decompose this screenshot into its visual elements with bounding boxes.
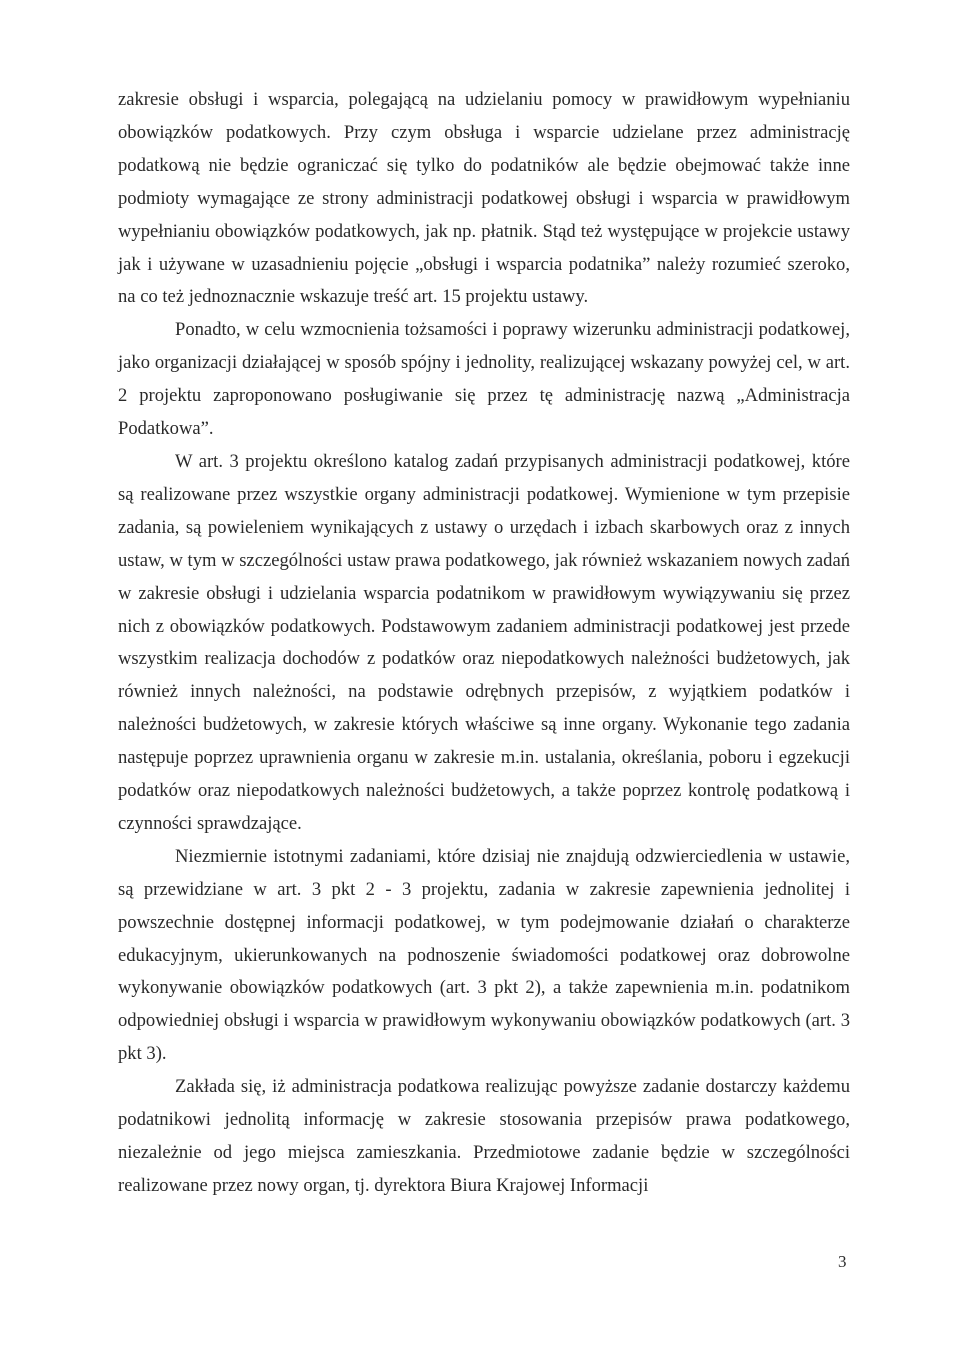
paragraph-art-3-pkt-2-3: Niezmiernie istotnymi zadaniami, które dzisiaj nie znajdują odzwierciedlenia w ustawie, są przewidziane w art. 3 pkt 2 - 3 projektu, zadania w zakresie zapewnienia jednolitej i powszechnie dostępnej informacji podatkowej, w tym podejmowanie działań o charakterze edukacyjnym, ukierunkowanych na podnoszenie świadomości podatkowej oraz dobrowolne wykonywanie obowiązków podatkowych (art. 3 pkt 2), a także zapewnienia m.in. podatnikom odpowiedniej obsługi i wsparcia w prawidłowym wykonywaniu obowiązków podatkowych (art. 3 pkt 3). xyxy=(118,845,850,1065)
paragraph-administracja-podatkowa-name: Ponadto, w celu wzmocnienia tożsamości i poprawy wizerunku administracji podatkowej, jako organizacji działającej w sposób spójny i jednolity, realizującej wskazany powyżej cel, w art. 2 projektu zaproponowano posługiwanie się przez tę administrację nazwą „Administracja Podatkowa”. xyxy=(118,319,850,440)
paragraph-tax-information: Zakłada się, iż administracja podatkowa realizując powyższe zadanie dostarczy każdemu podatnikowi jednolitą informację w zakresie stosowania przepisów prawa podatkowego, niezależnie od jego miejsca zamieszkania. Przedmiotowe zadanie będzie w szczególności realizowane przez nowy organ, tj. dyrektora Biura Krajowej Informacji xyxy=(118,1076,850,1196)
page-number: 3 xyxy=(838,1252,847,1271)
body-text xyxy=(118,84,850,1203)
paragraph-art-3-tasks: W art. 3 projektu określono katalog zadań przypisanych administracji podatkowej, które są realizowane przez wszystkie organy administracji podatkowej. Wymienione w tym przepisie zadania, są powieleniem wynikających z ustawy o urzędach i izbach skarbowych oraz z innych ustaw, w tym w szczególności ustaw prawa podatkowego, jak również wskazaniem nowych zadań w zakresie obsługi i udzielania wsparcia podatnikom w prawidłowym wywiązywaniu się przez nich z obowiązków podatkowych. Podstawowym zadaniem administracji podatkowej jest przede wszystkim realizacja dochodów z podatków oraz niepodatkowych należności budżetowych, jak również innych należności, na podstawie odrębnych przepisów, z wyjątkiem podatków i należności budżetowych, w zakresie których właściwe są inne organy. Wykonanie tego zadania następuje poprzez uprawnienia organu w zakresie m.in. ustalania, określania, poboru i egzekucji podatków oraz niepodatkowych należności budżetowych, a także poprzez kontrolę podatkową i czynności sprawdzające. xyxy=(118,450,850,834)
paragraph-continuation: zakresie obsługi i wsparcia, polegającą na udzielaniu pomocy w prawidłowym wypełnianiu obowiązków podatkowych. Przy czym obsługa i wsparcie udzielane przez administrację podatkową nie będzie ograniczać się tylko do podatników ale będzie obejmować także inne podmioty wymagające ze strony administracji podatkowej obsługi i wsparcia w prawidłowym wypełnianiu obowiązków podatkowych, jak np. płatnik. Stąd też występujące w projekcie ustawy jak i używane w uzasadnieniu pojęcie „obsługi i wsparcia podatnika” należy rozumieć szeroko, na co też jednoznacznie wskazuje treść art. 15 projektu ustawy. xyxy=(118,89,850,308)
